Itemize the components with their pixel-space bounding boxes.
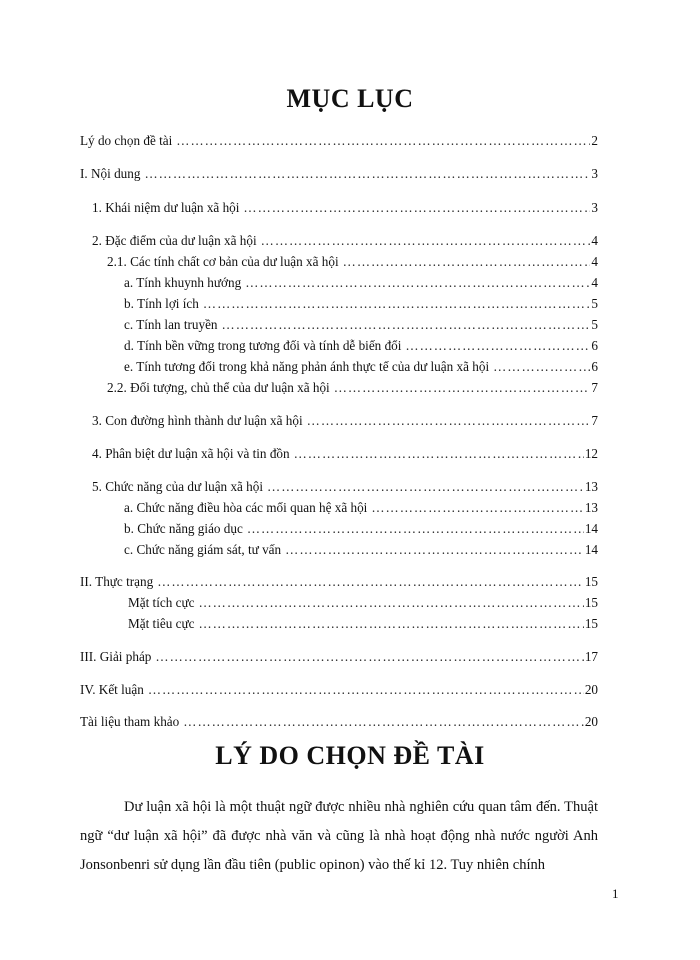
toc-leader-dots: [334, 377, 591, 399]
section-title: LÝ DO CHỌN ĐỀ TÀI: [215, 741, 485, 770]
toc-leader-dots: [144, 163, 590, 185]
toc-entry-page: 5: [591, 317, 598, 332]
toc-leader-dots: [203, 293, 591, 315]
toc-leader-dots: [183, 711, 584, 733]
toc-leader-dots: [405, 335, 590, 357]
page-number: 1: [612, 886, 619, 901]
toc-entry-label: Lý do chọn đề tài: [80, 133, 173, 148]
toc-entry-page: 12: [584, 446, 598, 461]
toc-entry-label: Mặt tiêu cực: [128, 616, 195, 631]
toc-entry-page: 15: [584, 595, 598, 610]
toc-entry-page: 3: [591, 200, 598, 215]
toc-entry-page: 20: [584, 682, 598, 697]
toc-leader-dots: [222, 314, 591, 336]
toc-entry-label: 2. Đặc điểm của dư luận xã hội: [92, 233, 257, 248]
toc-entry-label: III. Giải pháp: [80, 649, 152, 664]
toc-leader-dots: [155, 646, 583, 668]
toc-entry: [80, 335, 598, 357]
toc-entry: [80, 410, 598, 432]
toc-entry-page: 13: [584, 500, 598, 515]
toc-entry-label: c. Tính lan truyền: [124, 317, 218, 332]
body-paragraph-text: Dư luận xã hội là một thuật ngữ được nhiều nhà nghiên cứu quan tâm đến. Thuật ngữ “dư luận xã hội” đã được nhà văn và cũng là nhà hoạt động nhà nước người Anh Jonsonbenri sử dụng lần đầu tiên (public opinon) vào thế kỉ 12. Tuy nhiên chính: [80, 799, 598, 873]
toc-leader-dots: [243, 197, 590, 219]
toc-leader-dots: [285, 539, 584, 561]
toc-leader-dots: [176, 130, 590, 152]
toc-entry: [80, 679, 598, 701]
toc-entry-label: a. Chức năng điều hòa các mối quan hệ xã hội: [124, 500, 368, 515]
toc-entry: [80, 197, 598, 219]
toc-leader-dots: [198, 592, 583, 614]
toc-entry-page: 20: [584, 714, 598, 729]
toc-leader-dots: [307, 410, 591, 432]
toc-entry-label: II. Thực trạng: [80, 574, 154, 589]
toc-entry: [80, 539, 598, 561]
toc-entry-page: 17: [584, 649, 598, 664]
toc-entry-label: 4. Phân biệt dư luận xã hội và tin đồn: [92, 446, 290, 461]
toc-entry-label: a. Tính khuynh hướng: [124, 275, 242, 290]
toc-entry-label: 1. Khái niệm dư luận xã hội: [92, 200, 240, 215]
toc-entry-page: 13: [584, 479, 598, 494]
toc-entry-label: 5. Chức năng của dư luận xã hội: [92, 479, 264, 494]
toc-entry: [80, 497, 598, 519]
toc-entry-page: 6: [591, 359, 598, 374]
toc-leader-dots: [198, 613, 583, 635]
toc-entry: [80, 251, 598, 273]
toc-entry-label: Tài liệu tham khảo: [80, 714, 180, 729]
toc-entry-page: 7: [591, 380, 598, 395]
toc-entry: [80, 476, 598, 498]
toc-entry: [80, 293, 598, 315]
toc-entry: [80, 443, 598, 465]
toc-entry: [80, 518, 598, 540]
toc-entry-page: 5: [591, 296, 598, 311]
toc-entry-label: b. Chức năng giáo dục: [124, 521, 243, 536]
toc-entry-page: 7: [591, 413, 598, 428]
toc-entry-label: 2.1. Các tính chất cơ bản của dư luận xã hội: [107, 254, 339, 269]
toc-entry-page: 14: [584, 542, 598, 557]
toc-entry-page: 4: [591, 233, 598, 248]
toc-entry: [80, 163, 598, 185]
toc-entry: [80, 711, 598, 733]
toc-entry-page: 4: [591, 254, 598, 269]
toc-leader-dots: [343, 251, 591, 273]
toc-entry-label: b. Tính lợi ích: [124, 296, 199, 311]
toc-entry-page: 14: [584, 521, 598, 536]
toc-entry-page: 6: [591, 338, 598, 353]
toc-entry-page: 15: [584, 574, 598, 589]
toc-entry-page: 4: [591, 275, 598, 290]
toc-entry: [80, 613, 598, 635]
body-paragraph: [80, 793, 598, 880]
toc-title: MỤC LỤC: [286, 84, 414, 113]
toc-entry-page: 15: [584, 616, 598, 631]
toc-entry-label: Mặt tích cực: [128, 595, 195, 610]
toc-entry: [80, 314, 598, 336]
toc-leader-dots: [245, 272, 590, 294]
toc-leader-dots: [261, 230, 591, 252]
toc-leader-dots: [157, 571, 584, 593]
toc-entry-page: 3: [591, 166, 598, 181]
toc-leader-dots: [247, 518, 584, 540]
toc-entry-label: 3. Con đường hình thành dư luận xã hội: [92, 413, 303, 428]
toc-entry: [80, 230, 598, 252]
toc-leader-dots: [493, 356, 590, 378]
toc-entry-label: e. Tính tương đối trong khả năng phản ánh thực tế của dư luận xã hội: [124, 359, 490, 374]
toc-entry-label: d. Tính bền vững trong tương đối và tính dễ biến đổi: [124, 338, 402, 353]
toc-entry-label: I. Nội dung: [80, 166, 141, 181]
toc-entry: [80, 592, 598, 614]
toc-leader-dots: [294, 443, 584, 465]
toc-entry: [80, 356, 598, 378]
toc-leader-dots: [267, 476, 584, 498]
toc-entry-label: c. Chức năng giám sát, tư vấn: [124, 542, 282, 557]
toc-entry: [80, 571, 598, 593]
toc-leader-dots: [371, 497, 583, 519]
toc-entry-label: 2.2. Đối tượng, chủ thể của dư luận xã hội: [107, 380, 330, 395]
toc-entry: [80, 646, 598, 668]
toc-entry: [80, 272, 598, 294]
toc-entry: [80, 377, 598, 399]
toc-entry-page: 2: [591, 133, 598, 148]
toc-entry: [80, 130, 598, 152]
toc-entry-label: IV. Kết luận: [80, 682, 144, 697]
toc-leader-dots: [148, 679, 584, 701]
